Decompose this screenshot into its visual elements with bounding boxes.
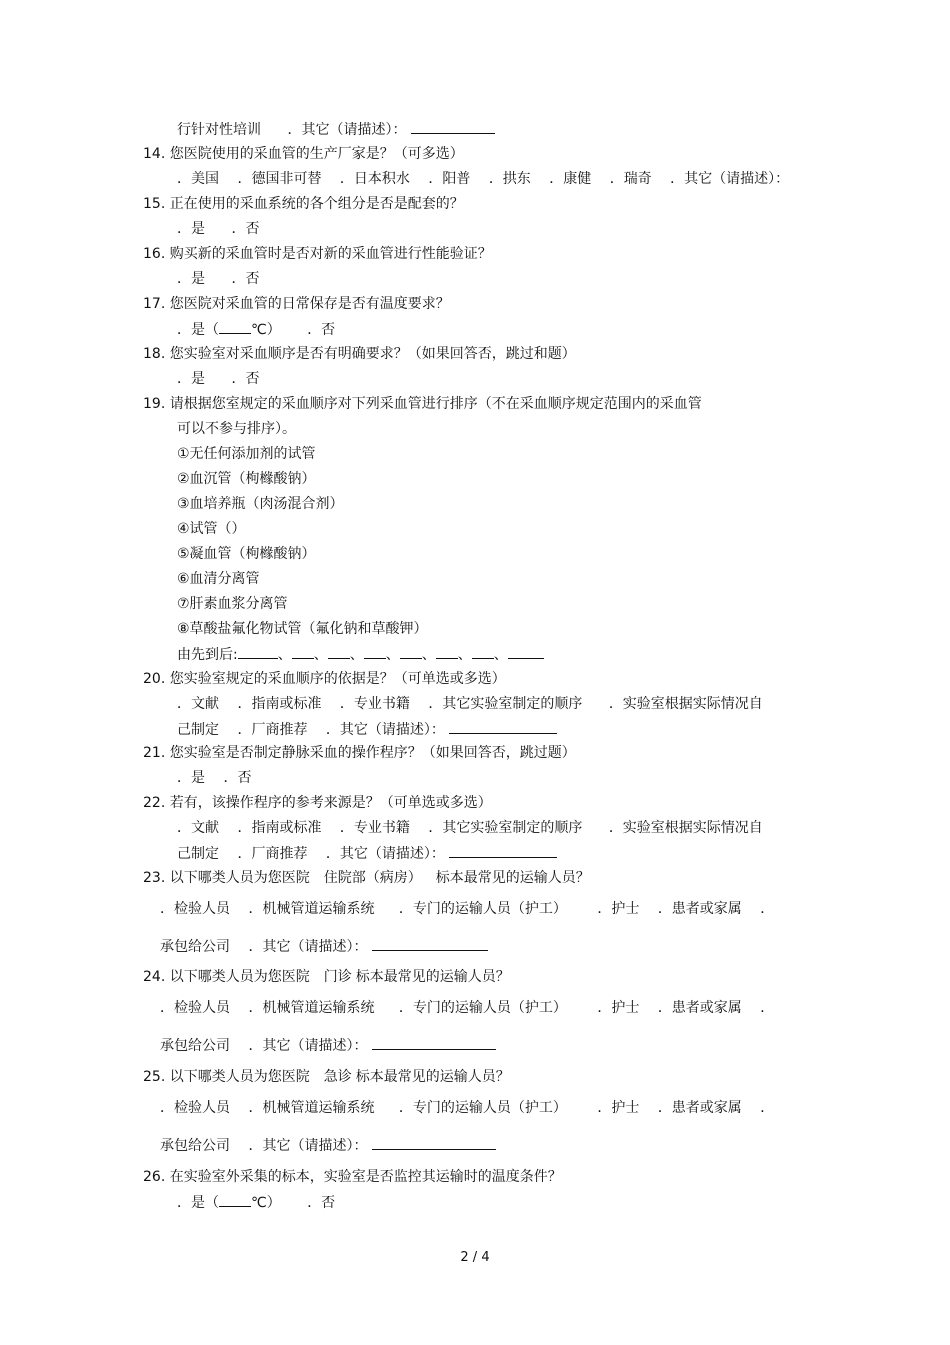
option[interactable]: ．专门的运输人员（护工） — [398, 1100, 567, 1116]
option-other: ．其它（请描述）： — [287, 122, 407, 138]
option-other[interactable]: ．其它（请描述）： — [248, 1038, 368, 1054]
question-26-title: 26. 在实验室外采集的标本，实验室是否监控其运输时的温度条件？ — [143, 1169, 562, 1185]
question-19-title-cont: 可以不参与排序）。 — [177, 421, 296, 437]
option[interactable]: ．护士 — [597, 1100, 640, 1116]
option[interactable]: ．康健 — [549, 171, 592, 187]
option[interactable]: ．专业书籍 — [339, 696, 410, 712]
tube-item: ④试管（） — [177, 521, 246, 537]
option[interactable]: ． — [760, 1000, 775, 1016]
option-no[interactable]: ．否 — [231, 371, 260, 387]
option[interactable]: ．护士 — [597, 1000, 640, 1016]
option-yes[interactable]: ．是 — [177, 221, 205, 237]
question-25-options-cont — [160, 1135, 496, 1156]
unit-label: ℃） — [251, 1195, 281, 1211]
question-21-options — [177, 768, 251, 788]
option-no[interactable]: ．否 — [223, 770, 252, 786]
option[interactable]: 己制定 — [177, 722, 219, 738]
title-emphasis: 急诊 — [323, 1069, 352, 1085]
option[interactable]: ．文献 — [177, 696, 219, 712]
question-20-options — [177, 694, 763, 714]
option[interactable]: ．专业书籍 — [339, 820, 410, 836]
q13-continuation — [177, 119, 495, 140]
tube-item: ⑥血清分离管 — [177, 571, 260, 587]
option-yes[interactable]: ．是 — [177, 271, 205, 287]
question-14-options — [177, 169, 789, 189]
question-20-options-cont — [177, 719, 557, 740]
question-24-options-cont — [160, 1035, 496, 1056]
question-25-title — [143, 1067, 510, 1087]
option[interactable]: 己制定 — [177, 846, 219, 862]
option[interactable]: ．拱东 — [488, 171, 531, 187]
option[interactable]: ．专门的运输人员（护工） — [398, 1000, 567, 1016]
option[interactable]: ．指南或标准 — [237, 820, 322, 836]
tube-item: ⑤凝血管（枸橼酸钠） — [177, 546, 316, 562]
question-19-title: 19. 请根据您室规定的采血顺序对下列采血管进行排序（不在采血顺序规定范围内的采血管 — [143, 396, 702, 412]
option[interactable]: ．瑞奇 — [609, 171, 652, 187]
question-26-options — [177, 1192, 335, 1213]
option-yes[interactable]: ．是（ — [177, 1195, 219, 1211]
option[interactable]: ．机械管道运输系统 — [248, 1100, 375, 1116]
option[interactable]: ．专门的运输人员（护工） — [398, 901, 567, 917]
answer-blank[interactable] — [372, 1135, 496, 1150]
option-no[interactable]: ．否 — [307, 322, 336, 338]
tube-item: ②血沉管（枸橼酸钠） — [177, 471, 316, 487]
option[interactable]: 承包给公司 — [160, 1038, 230, 1054]
option[interactable]: ．厂商推荐 — [237, 722, 308, 738]
question-15-options — [177, 219, 259, 239]
option-other[interactable]: ．其它（请描述）： — [325, 722, 445, 738]
question-23-options — [160, 899, 774, 919]
question-21-title: 21. 您实验室是否制定静脉采血的操作程序？（如果回答否，跳过题） — [143, 745, 576, 761]
question-16-options — [177, 269, 259, 289]
option[interactable]: ．阳普 — [428, 171, 471, 187]
option[interactable]: ． — [760, 901, 775, 917]
question-22-options-cont — [177, 843, 557, 864]
separator: 、 — [349, 647, 364, 663]
order-blank[interactable] — [328, 644, 350, 659]
temperature-blank[interactable] — [219, 319, 251, 334]
question-17-title: 17. 您医院对采血管的日常保存是否有温度要求？ — [143, 296, 450, 312]
separator: 、 — [457, 647, 472, 663]
option[interactable]: ．机械管道运输系统 — [248, 1000, 375, 1016]
option[interactable]: ．美国 — [177, 171, 219, 187]
option[interactable]: ．患者或家属 — [657, 1000, 742, 1016]
option[interactable]: ．患者或家属 — [657, 901, 742, 917]
title-part: 标本最常见的运输人员？ — [355, 1069, 510, 1085]
order-blank[interactable] — [436, 644, 458, 659]
option-yes[interactable]: ．是 — [177, 770, 205, 786]
option[interactable]: ．实验室根据实际情况自 — [608, 696, 763, 712]
question-25-options — [160, 1098, 774, 1118]
unit-label: ℃） — [251, 322, 281, 338]
option-no[interactable]: ．否 — [231, 271, 260, 287]
title-part: 标本最常见的运输人员？ — [355, 969, 510, 985]
question-24-options — [160, 998, 774, 1018]
order-label: 由先到后: — [177, 647, 238, 663]
answer-blank[interactable] — [372, 936, 488, 951]
option[interactable]: ．患者或家属 — [657, 1100, 742, 1116]
option-other[interactable]: ．其它（请描述）： — [670, 171, 790, 187]
title-part: 23. 以下哪类人员为您医院 — [143, 870, 310, 886]
tube-item: ①无任何添加剂的试管 — [177, 446, 316, 462]
option-no[interactable]: ．否 — [307, 1195, 336, 1211]
option-other[interactable]: ．其它（请描述）： — [325, 846, 445, 862]
option-yes[interactable]: ．是（ — [177, 322, 219, 338]
option[interactable]: ．护士 — [597, 901, 640, 917]
option[interactable]: 承包给公司 — [160, 1138, 230, 1154]
option-no[interactable]: ．否 — [231, 221, 260, 237]
order-blank[interactable] — [400, 644, 422, 659]
option[interactable]: ．德国非可替 — [237, 171, 322, 187]
question-23-options-cont — [160, 936, 488, 957]
option-other[interactable]: ．其它（请描述）： — [248, 939, 368, 955]
answer-blank[interactable] — [449, 719, 557, 734]
option-other[interactable]: ．其它（请描述）： — [248, 1138, 368, 1154]
option[interactable]: ．机械管道运输系统 — [248, 901, 375, 917]
title-part: 25. 以下哪类人员为您医院 — [143, 1069, 310, 1085]
separator: 、 — [421, 647, 436, 663]
question-15-title: 15. 正在使用的采血系统的各个组分是否是配套的？ — [143, 196, 464, 212]
question-23-title — [143, 868, 590, 888]
order-blank[interactable] — [292, 644, 314, 659]
option[interactable]: ．检验人员 — [160, 1100, 230, 1116]
order-blank[interactable] — [472, 644, 494, 659]
separator: 、 — [313, 647, 328, 663]
question-17-options — [177, 319, 335, 340]
question-14-title: 14. 您医院使用的采血管的生产厂家是？（可多选） — [143, 146, 464, 162]
answer-blank[interactable] — [449, 843, 557, 858]
separator: 、 — [385, 647, 400, 663]
question-16-title: 16. 购买新的采血管时是否对新的采血管进行性能验证？ — [143, 246, 492, 262]
option[interactable]: ．其它实验室制定的顺序 — [428, 696, 583, 712]
question-20-title: 20. 您实验室规定的采血顺序的依据是？（可单选或多选） — [143, 671, 506, 687]
separator: 、 — [493, 647, 508, 663]
question-18-options — [177, 369, 259, 389]
order-answer-row — [177, 644, 544, 665]
option[interactable]: ．其它实验室制定的顺序 — [428, 820, 583, 836]
option[interactable]: 承包给公司 — [160, 939, 230, 955]
answer-blank[interactable] — [372, 1035, 496, 1050]
tube-item: ⑧草酸盐氟化物试管（氟化钠和草酸钾） — [177, 621, 428, 637]
order-blank[interactable] — [508, 644, 544, 659]
option[interactable]: ．指南或标准 — [237, 696, 322, 712]
option[interactable]: ．检验人员 — [160, 901, 230, 917]
tube-item: ③血培养瓶（肉汤混合剂） — [177, 496, 344, 512]
question-18-title: 18. 您实验室对采血顺序是否有明确要求？（如果回答否，跳过和题） — [143, 346, 576, 362]
question-22-options — [177, 818, 763, 838]
option[interactable]: ．日本积水 — [339, 171, 410, 187]
temperature-blank[interactable] — [219, 1192, 251, 1207]
tube-item: ⑦肝素血浆分离管 — [177, 596, 288, 612]
question-22-title: 22. 若有，该操作程序的参考来源是？（可单选或多选） — [143, 795, 492, 811]
order-blank[interactable] — [238, 644, 278, 659]
order-blank[interactable] — [364, 644, 386, 659]
option[interactable]: ．厂商推荐 — [237, 846, 308, 862]
option[interactable]: ．检验人员 — [160, 1000, 230, 1016]
option-text: 行针对性培训 — [177, 122, 261, 138]
title-emphasis: 住院部（病房） — [323, 870, 422, 886]
title-part: 24. 以下哪类人员为您医院 — [143, 969, 310, 985]
option[interactable]: ． — [760, 1100, 775, 1116]
question-24-title — [143, 967, 510, 987]
option[interactable]: ．文献 — [177, 820, 219, 836]
answer-blank[interactable] — [411, 119, 495, 134]
title-emphasis: 门诊 — [323, 969, 352, 985]
option-yes[interactable]: ．是 — [177, 371, 205, 387]
title-part: 标本最常见的运输人员？ — [435, 870, 590, 886]
option[interactable]: ．实验室根据实际情况自 — [608, 820, 763, 836]
page-number: 2 / 4 — [460, 1250, 490, 1265]
separator: 、 — [277, 647, 292, 663]
